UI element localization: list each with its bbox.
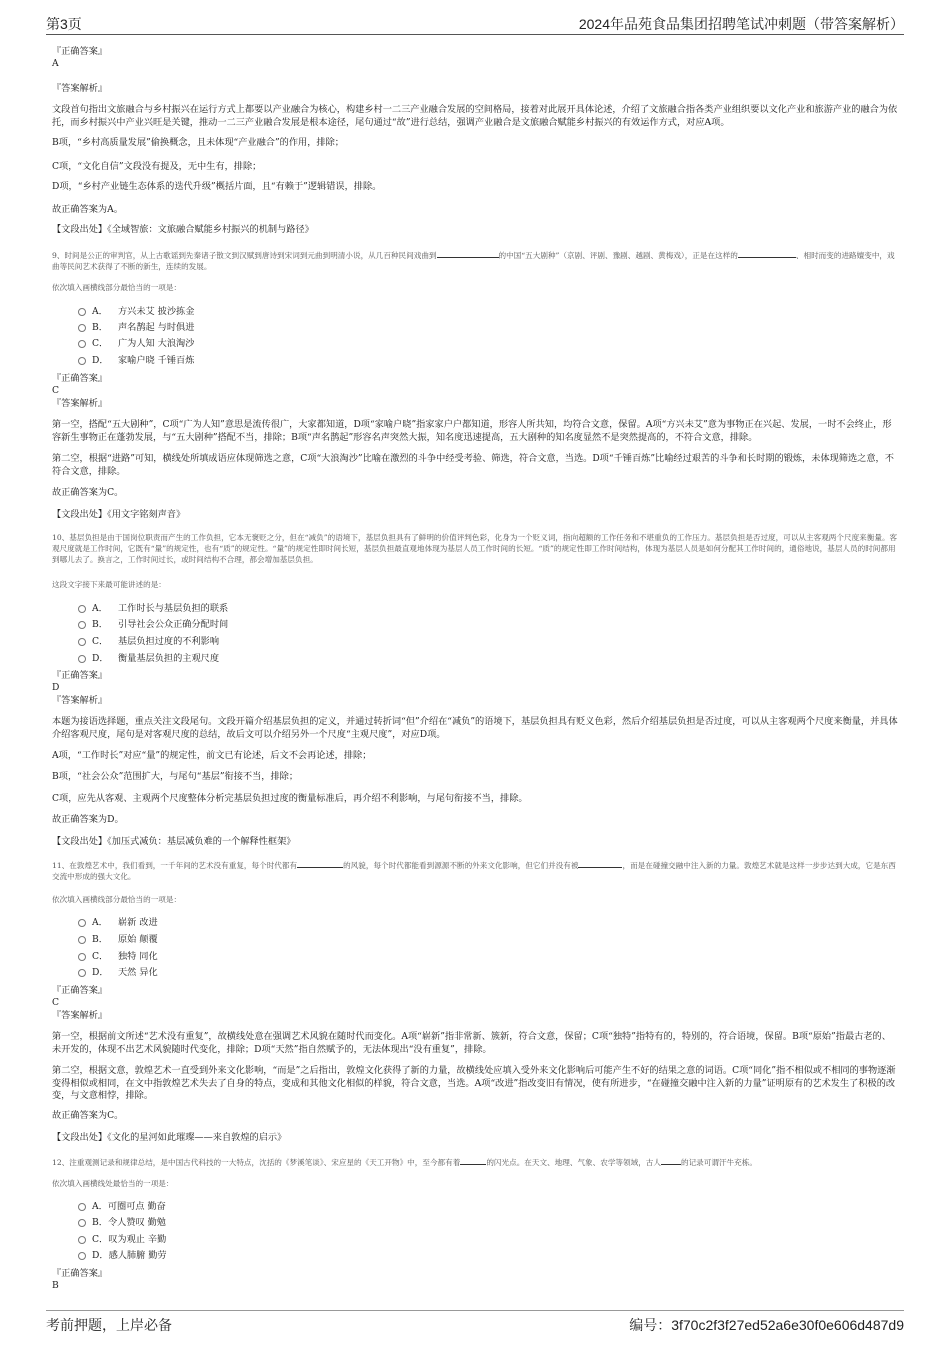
option-a[interactable]: A． 方兴未艾 披沙拣金 <box>78 305 194 318</box>
answer-value: D <box>52 682 60 693</box>
answer-label: 『正确答案』 <box>52 1268 108 1279</box>
document-title: 2024年品苑食品集团招聘笔试冲刺题（带答案解析） <box>578 16 904 32</box>
option-c[interactable]: C． 独特 同化 <box>78 950 158 963</box>
option-b[interactable]: B． 声名鹊起 与时俱进 <box>78 321 194 334</box>
answer-conclusion: 故正确答案为C。 <box>52 1110 124 1121</box>
analysis-label: 『答案解析』 <box>52 398 108 409</box>
radio-icon[interactable] <box>78 324 86 332</box>
radio-icon[interactable] <box>78 1252 86 1260</box>
page-footer <box>46 1310 904 1341</box>
option-d[interactable]: D． 衡量基层负担的主观尺度 <box>78 652 219 665</box>
question-prompt: 依次填入画横线部分最恰当的一项是： <box>52 283 182 292</box>
radio-icon[interactable] <box>78 638 86 646</box>
option-d[interactable]: D． 天然 异化 <box>78 966 158 979</box>
analysis-paragraph: 本题为接语选择题，重点关注文段尾句。文段开篇介绍基层负担的定义，并通过转折词“但”介绍在“减负”的语境下，基层负担具有贬义色彩，然后介绍基层负担是否过度，可以从主客观两个尺度来衡量，并具体介绍客观尺度，尾句是对客观尺度的总结，故后文可以介绍另外一个尺度“主观尺度”，对应D项。 <box>52 716 898 740</box>
analysis-paragraph: 第二空，根据“进路”可知，横线处所填成语应体现筛选之意，C项“大浪淘沙”比喻在激烈的斗争中经受考验、筛选，符合文意，当选。D项“千锤百炼”比喻经过艰苦的斗争和长时期的锻炼，未体现筛选之意，不符合文意，排除。 <box>52 453 894 477</box>
radio-icon[interactable] <box>78 308 86 316</box>
radio-icon[interactable] <box>78 953 86 961</box>
analysis-paragraph: C项，“文化自信”文段没有提及，无中生有，排除； <box>52 161 262 172</box>
radio-icon[interactable] <box>78 969 86 977</box>
radio-icon[interactable] <box>78 340 86 348</box>
analysis-label: 『答案解析』 <box>52 695 108 706</box>
question-stem: 11、在敦煌艺术中，我们看到，一千年间的艺术没有重复，每个时代都有 的风貌，每个时代都能看到源源不断的外来文化影响，但它们并没有被 ，而是在碰撞交融中注入新的力量。敦煌艺术就是这样一步步达到大成，它是东西交流中形成的强大文化。 <box>52 861 896 881</box>
analysis-paragraph: 第二空，根据文意，敦煌艺术一直受到外来文化影响，“而是”之后指出，敦煌文化获得了新的力量，故横线处应填入受外来文化影响后可能产生不好的结果之意的词语。C项“同化”指不相似或不相同的事物逐渐变得相似或相同，在文中指敦煌艺术失去了自身的特点，变成和其他文化相似的样貌，符合文意，当选。A项“改进”指改变旧有情况，使有所进步，“在碰撞交融中注入新的力量”证明原有的艺术发生了积极的改变，与文意相悖，排除。 <box>52 1065 896 1102</box>
answer-label: 『正确答案』 <box>52 46 108 57</box>
question-stem: 10、基层负担是由于国岗位职责而产生的工作负担，它本无褒贬之分，但在“减负”的语境下，基层负担具有了鲜明的价值评判色彩，化身为一个贬义词，指向超额的工作任务和不堪重负的工作压力。基层负担是否过度，可以从主客观两个尺度来衡量。客观尺度就是工作时间，它既有“量”的规定性，也有“质”的规定性。“量”的规定性即时间长短，基层负担最直观地体现为基层人员工作时间的长短。“质”的规定性即工作时间结构，体现为基层人员是如何分配其工作时间的，通俗地说，基层人员的时间都用到哪儿去了。换言之，工作时间过长，或时间结构不合理，都会增加基层负担。 <box>52 533 898 564</box>
page-header <box>46 14 904 35</box>
option-c[interactable]: C． 广为人知 大浪淘沙 <box>78 337 194 350</box>
analysis-label: 『答案解析』 <box>52 1010 108 1021</box>
radio-icon[interactable] <box>78 919 86 927</box>
question-stem: 9、时间是公正的审判官，从上古歌谣到先秦诸子散文到汉赋到唐诗到宋词到元曲到明清小说，从几百种民间戏曲到 的中国“五大剧种”（京剧、评剧、豫剧、越剧、黄梅戏），正是在这样的 、相时而变的进路嬗变中，戏曲等民间艺术获得了不断的新生，连续的发展。 <box>52 251 895 271</box>
option-a[interactable]: A． 工作时长与基层负担的联系 <box>78 602 228 615</box>
source-citation: 【文段出处】《文化的星河如此璀璨——来自敦煌的启示》 <box>52 1132 287 1143</box>
option-c[interactable]: C．叹为观止 辛勤 <box>78 1233 166 1246</box>
radio-icon[interactable] <box>78 1203 86 1211</box>
radio-icon[interactable] <box>78 655 86 663</box>
question-prompt: 依次填入画横线处最恰当的一项是： <box>52 1179 174 1188</box>
analysis-label: 『答案解析』 <box>52 83 108 94</box>
footer-slogan: 考前押题，上岸必备 <box>46 1318 172 1334</box>
analysis-paragraph: D项，“乡村产业链生态体系的迭代升级”概括片面，且“有赖于”逻辑错误，排除。 <box>52 181 382 192</box>
option-b[interactable]: B． 引导社会公众正确分配时间 <box>78 618 228 631</box>
answer-label: 『正确答案』 <box>52 373 108 384</box>
page-number: 第3页 <box>46 16 82 32</box>
answer-value: B <box>52 1280 59 1291</box>
option-b[interactable]: B． 原始 颠覆 <box>78 933 158 946</box>
answer-label: 『正确答案』 <box>52 985 108 996</box>
option-c[interactable]: C． 基层负担过度的不利影响 <box>78 635 219 648</box>
answer-conclusion: 故正确答案为D。 <box>52 814 124 825</box>
analysis-paragraph: A项，“工作时长”对应“量”的规定性，前文已有论述，后文不会再论述，排除； <box>52 750 372 761</box>
radio-icon[interactable] <box>78 1236 86 1244</box>
radio-icon[interactable] <box>78 357 86 365</box>
question-prompt: 这段文字接下来最可能讲述的是： <box>52 580 166 589</box>
analysis-paragraph: C项，应先从客观、主观两个尺度整体分析完基层负担过度的衡量标准后，再介绍不利影响，与尾句衔接不当，排除。 <box>52 793 528 804</box>
answer-value: C <box>52 997 60 1008</box>
analysis-paragraph: 第一空，根据前文所述“艺术没有重复”，故横线处意在强调艺术风貌在随时代而变化。A项“崭新”指非常新、簇新，符合文意，保留；C项“独特”指特有的，特别的，符合语境，保留。B项“原始”指最古老的、未开发的，体现不出艺术风貌随时代变化，排除；D项“天然”指自然赋予的，无法体现出“没有重复”，排除。 <box>52 1031 891 1055</box>
option-b[interactable]: B．令人赞叹 勤勉 <box>78 1216 166 1229</box>
answer-conclusion: 故正确答案为A。 <box>52 204 123 215</box>
option-a[interactable]: A．可圈可点 勤奋 <box>78 1200 166 1213</box>
answer-conclusion: 故正确答案为C。 <box>52 487 124 498</box>
answer-label: 『正确答案』 <box>52 670 108 681</box>
answer-value: A <box>52 58 59 69</box>
option-d[interactable]: D． 家喻户晓 千锤百炼 <box>78 354 194 367</box>
option-d[interactable]: D．感人肺腑 勤劳 <box>78 1249 167 1262</box>
source-citation: 【文段出处】《用文字铭刻声音》 <box>52 509 186 520</box>
source-citation: 【文段出处】《全域智旅：文旅融合赋能乡村振兴的机制与路径》 <box>52 224 314 235</box>
radio-icon[interactable] <box>78 1219 86 1227</box>
analysis-paragraph: 文段首句指出文旅融合与乡村振兴在运行方式上都要以产业融合为核心，构建乡村一二三产业融合发展的空间格局，接着对此展开具体论述，介绍了文旅融合指各类产业组织要以文化产业和旅游产业的融合为依托，而乡村振兴中产业兴旺是关键，推动一二三产业融合发展是根本途径，尾句通过“故”进行总结，强调产业融合是文旅融合赋能乡村振兴的有效运作方式，对应A项。 <box>52 104 898 128</box>
document-id: 编号：3f70c2f3f27ed52a6e30f0e606d487d9 <box>629 1317 904 1333</box>
analysis-paragraph: B项，“社会公众”范围扩大，与尾句“基层”衔接不当，排除； <box>52 771 299 782</box>
radio-icon[interactable] <box>78 605 86 613</box>
question-prompt: 依次填入画横线部分最恰当的一项是： <box>52 895 182 904</box>
analysis-paragraph: B项，“乡村高质量发展”偷换概念，且未体现“产业融合”的作用，排除； <box>52 137 344 148</box>
option-a[interactable]: A． 崭新 改进 <box>78 916 158 929</box>
radio-icon[interactable] <box>78 936 86 944</box>
source-citation: 【文段出处】《加压式减负：基层减负难的一个解释性框架》 <box>52 836 296 847</box>
analysis-paragraph: 第一空，搭配“五大剧种”，C项“广为人知”意思是流传很广，大家都知道，D项“家喻户晓”指家家户户都知道，形容人所共知，均符合文意，保留。A项“方兴未艾”意为事物正在兴起、发展，一时不会终止，形容新生事物正在蓬勃发展，与“五大剧种”搭配不当，排除；B项“声名鹊起”形容名声突然大振，知名度迅速提高，五大剧种的知名度显然不是突然提高的，不符合文意，排除。 <box>52 419 892 443</box>
answer-value: C <box>52 385 60 396</box>
question-stem: 12、注重观测记录和规律总结，是中国古代科技的一大特点，沈括的《梦溪笔谈》、宋应星的《天工开物》中，至今都有着 的闪光点。在天文、地理、气象、农学等领域，古人 的记录可谓汗牛充栋。 <box>52 1158 757 1167</box>
radio-icon[interactable] <box>78 621 86 629</box>
